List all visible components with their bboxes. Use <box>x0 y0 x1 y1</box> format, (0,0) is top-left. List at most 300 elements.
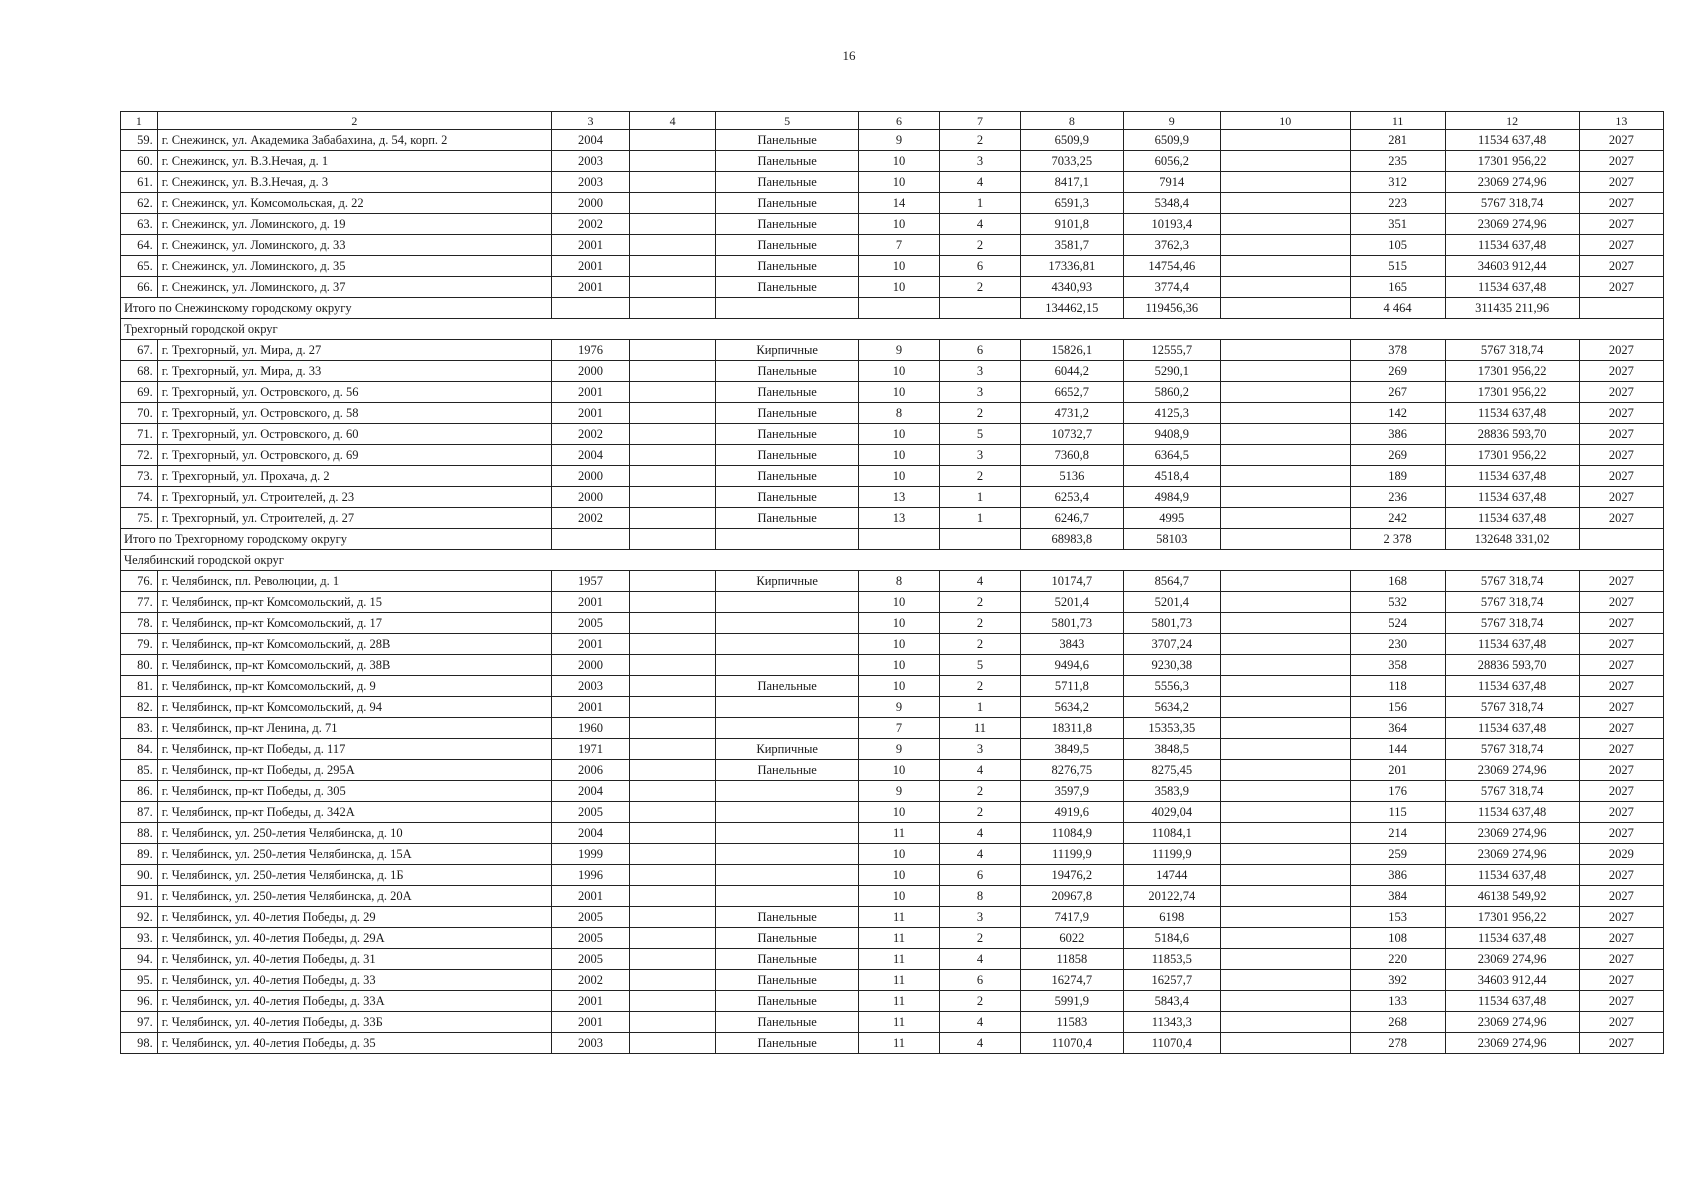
address-cell: г. Челябинск, пр-кт Комсомольский, д. 17 <box>157 613 551 634</box>
total-wall-material-cell <box>716 529 859 550</box>
floors-cell: 10 <box>858 592 939 613</box>
floors-cell: 9 <box>858 697 939 718</box>
table-row <box>121 907 1664 928</box>
living-area-cell: 5201,4 <box>1123 592 1220 613</box>
entrances-cell: 6 <box>940 865 1021 886</box>
wall-material-cell: Панельные <box>716 382 859 403</box>
year-planned-cell: 2027 <box>1579 907 1663 928</box>
cost-cell: 28836 593,70 <box>1445 424 1579 445</box>
table-row <box>121 172 1664 193</box>
row-number: 59. <box>121 130 158 151</box>
col4-cell <box>629 676 715 697</box>
table-row <box>121 865 1664 886</box>
year-cell: 2001 <box>552 634 630 655</box>
col10-cell <box>1220 235 1350 256</box>
wall-material-cell <box>716 802 859 823</box>
address-cell: г. Челябинск, ул. 40-летия Победы, д. 31 <box>157 949 551 970</box>
page-number: 16 <box>842 48 856 63</box>
col10-cell <box>1220 382 1350 403</box>
col10-cell <box>1220 907 1350 928</box>
residents-cell: 312 <box>1350 172 1445 193</box>
year-cell: 2005 <box>552 949 630 970</box>
living-area-cell: 5843,4 <box>1123 991 1220 1012</box>
wall-material-cell: Панельные <box>716 487 859 508</box>
year-planned-cell: 2029 <box>1579 844 1663 865</box>
col10-cell <box>1220 340 1350 361</box>
col10-cell <box>1220 865 1350 886</box>
wall-material-cell: Панельные <box>716 172 859 193</box>
floors-cell: 14 <box>858 193 939 214</box>
address-cell: г. Снежинск, ул. Ломинского, д. 33 <box>157 235 551 256</box>
table-row <box>121 718 1664 739</box>
floors-cell: 10 <box>858 382 939 403</box>
col4-cell <box>629 949 715 970</box>
wall-material-cell: Панельные <box>716 424 859 445</box>
address-cell: г. Трехгорный, ул. Мира, д. 33 <box>157 361 551 382</box>
residents-cell: 364 <box>1350 718 1445 739</box>
col10-cell <box>1220 823 1350 844</box>
residents-cell: 515 <box>1350 256 1445 277</box>
total-area-cell: 5634,2 <box>1021 697 1124 718</box>
entrances-cell: 4 <box>940 949 1021 970</box>
table-row <box>121 592 1664 613</box>
year-cell: 2000 <box>552 193 630 214</box>
wall-material-cell: Панельные <box>716 256 859 277</box>
total-area-cell: 7417,9 <box>1021 907 1124 928</box>
wall-material-cell <box>716 697 859 718</box>
floors-cell: 8 <box>858 403 939 424</box>
address-cell: г. Челябинск, ул. 40-летия Победы, д. 33 <box>157 970 551 991</box>
entrances-cell: 4 <box>940 214 1021 235</box>
year-planned-cell: 2027 <box>1579 1012 1663 1033</box>
row-number: 80. <box>121 655 158 676</box>
wall-material-cell: Панельные <box>716 361 859 382</box>
column-header: 13 <box>1579 112 1663 130</box>
residents-cell: 153 <box>1350 907 1445 928</box>
address-cell: г. Трехгорный, ул. Мира, д. 27 <box>157 340 551 361</box>
total-area-cell: 11199,9 <box>1021 844 1124 865</box>
living-area-cell: 3774,4 <box>1123 277 1220 298</box>
row-number: 91. <box>121 886 158 907</box>
col4-cell <box>629 970 715 991</box>
col4-cell <box>629 340 715 361</box>
total-total-area-cell: 68983,8 <box>1021 529 1124 550</box>
entrances-cell: 3 <box>940 445 1021 466</box>
column-header: 2 <box>157 112 551 130</box>
living-area-cell: 7914 <box>1123 172 1220 193</box>
total-area-cell: 7033,25 <box>1021 151 1124 172</box>
year-planned-cell: 2027 <box>1579 1033 1663 1054</box>
floors-cell: 10 <box>858 214 939 235</box>
year-planned-cell: 2027 <box>1579 361 1663 382</box>
wall-material-cell: Панельные <box>716 970 859 991</box>
year-planned-cell: 2027 <box>1579 865 1663 886</box>
residents-cell: 108 <box>1350 928 1445 949</box>
residents-cell: 165 <box>1350 277 1445 298</box>
address-cell: г. Челябинск, пр-кт Комсомольский, д. 38В <box>157 655 551 676</box>
col4-cell <box>629 655 715 676</box>
row-number: 92. <box>121 907 158 928</box>
year-cell: 2002 <box>552 424 630 445</box>
total-area-cell: 5711,8 <box>1021 676 1124 697</box>
address-cell: г. Челябинск, пр-кт Победы, д. 295А <box>157 760 551 781</box>
cost-cell: 23069 274,96 <box>1445 1012 1579 1033</box>
address-cell: г. Челябинск, пр-кт Комсомольский, д. 94 <box>157 697 551 718</box>
year-cell: 2004 <box>552 130 630 151</box>
residents-cell: 201 <box>1350 760 1445 781</box>
address-cell: г. Снежинск, ул. Ломинского, д. 19 <box>157 214 551 235</box>
entrances-cell: 2 <box>940 592 1021 613</box>
wall-material-cell: Панельные <box>716 403 859 424</box>
column-header: 5 <box>716 112 859 130</box>
col10-cell <box>1220 718 1350 739</box>
address-cell: г. Челябинск, пр-кт Победы, д. 305 <box>157 781 551 802</box>
living-area-cell: 15353,35 <box>1123 718 1220 739</box>
total-year-cell <box>552 298 630 319</box>
floors-cell: 10 <box>858 886 939 907</box>
address-cell: г. Трехгорный, ул. Островского, д. 69 <box>157 445 551 466</box>
col4-cell <box>629 613 715 634</box>
living-area-cell: 16257,7 <box>1123 970 1220 991</box>
address-cell: г. Челябинск, ул. 40-летия Победы, д. 35 <box>157 1033 551 1054</box>
residents-cell: 267 <box>1350 382 1445 403</box>
table-row <box>121 949 1664 970</box>
year-cell: 2001 <box>552 1012 630 1033</box>
row-number: 63. <box>121 214 158 235</box>
col4-cell <box>629 634 715 655</box>
address-cell: г. Челябинск, пр-кт Комсомольский, д. 9 <box>157 676 551 697</box>
col10-cell <box>1220 655 1350 676</box>
row-number: 84. <box>121 739 158 760</box>
row-number: 62. <box>121 193 158 214</box>
year-planned-cell: 2027 <box>1579 781 1663 802</box>
table-row <box>121 823 1664 844</box>
total-year-planned-cell <box>1579 298 1663 319</box>
wall-material-cell: Панельные <box>716 991 859 1012</box>
cost-cell: 5767 318,74 <box>1445 613 1579 634</box>
col10-cell <box>1220 508 1350 529</box>
total-area-cell: 9494,6 <box>1021 655 1124 676</box>
total-col4-cell <box>629 298 715 319</box>
wall-material-cell: Панельные <box>716 508 859 529</box>
col4-cell <box>629 151 715 172</box>
total-area-cell: 5801,73 <box>1021 613 1124 634</box>
floors-cell: 11 <box>858 949 939 970</box>
address-cell: г. Челябинск, ул. 40-летия Победы, д. 33Б <box>157 1012 551 1033</box>
living-area-cell: 9408,9 <box>1123 424 1220 445</box>
address-cell: г. Трехгорный, ул. Островского, д. 58 <box>157 403 551 424</box>
total-living-area-cell: 58103 <box>1123 529 1220 550</box>
cost-cell: 11534 637,48 <box>1445 277 1579 298</box>
col4-cell <box>629 991 715 1012</box>
col4-cell <box>629 361 715 382</box>
year-cell: 2001 <box>552 235 630 256</box>
section-row <box>121 319 1664 340</box>
floors-cell: 9 <box>858 340 939 361</box>
total-area-cell: 9101,8 <box>1021 214 1124 235</box>
year-planned-cell: 2027 <box>1579 949 1663 970</box>
entrances-cell: 3 <box>940 151 1021 172</box>
year-cell: 2001 <box>552 382 630 403</box>
row-number: 75. <box>121 508 158 529</box>
col10-cell <box>1220 1012 1350 1033</box>
living-area-cell: 3583,9 <box>1123 781 1220 802</box>
year-planned-cell: 2027 <box>1579 256 1663 277</box>
total-cost-cell: 132648 331,02 <box>1445 529 1579 550</box>
total-area-cell: 6591,3 <box>1021 193 1124 214</box>
col10-cell <box>1220 676 1350 697</box>
floors-cell: 11 <box>858 823 939 844</box>
col4-cell <box>629 886 715 907</box>
row-number: 61. <box>121 172 158 193</box>
address-cell: г. Снежинск, ул. Комсомольская, д. 22 <box>157 193 551 214</box>
floors-cell: 9 <box>858 130 939 151</box>
row-number: 81. <box>121 676 158 697</box>
table-row <box>121 403 1664 424</box>
year-cell: 2001 <box>552 991 630 1012</box>
row-number: 87. <box>121 802 158 823</box>
living-area-cell: 10193,4 <box>1123 214 1220 235</box>
residents-cell: 144 <box>1350 739 1445 760</box>
floors-cell: 7 <box>858 718 939 739</box>
living-area-cell: 4995 <box>1123 508 1220 529</box>
wall-material-cell: Панельные <box>716 466 859 487</box>
col4-cell <box>629 739 715 760</box>
table-body <box>121 112 1664 1054</box>
wall-material-cell <box>716 865 859 886</box>
entrances-cell: 2 <box>940 277 1021 298</box>
table-row <box>121 361 1664 382</box>
table-row <box>121 130 1664 151</box>
col10-cell <box>1220 592 1350 613</box>
entrances-cell: 2 <box>940 991 1021 1012</box>
year-planned-cell: 2027 <box>1579 991 1663 1012</box>
wall-material-cell <box>716 823 859 844</box>
wall-material-cell: Панельные <box>716 214 859 235</box>
living-area-cell: 5348,4 <box>1123 193 1220 214</box>
entrances-cell: 2 <box>940 466 1021 487</box>
total-row <box>121 529 1664 550</box>
wall-material-cell <box>716 592 859 613</box>
entrances-cell: 8 <box>940 886 1021 907</box>
entrances-cell: 2 <box>940 403 1021 424</box>
row-number: 79. <box>121 634 158 655</box>
total-area-cell: 6652,7 <box>1021 382 1124 403</box>
col4-cell <box>629 1033 715 1054</box>
cost-cell: 11534 637,48 <box>1445 487 1579 508</box>
living-area-cell: 4029,04 <box>1123 802 1220 823</box>
living-area-cell: 4125,3 <box>1123 403 1220 424</box>
floors-cell: 10 <box>858 151 939 172</box>
address-cell: г. Снежинск, ул. В.З.Нечая, д. 3 <box>157 172 551 193</box>
table-row <box>121 781 1664 802</box>
row-number: 66. <box>121 277 158 298</box>
column-header: 10 <box>1220 112 1350 130</box>
address-cell: г. Трехгорный, ул. Прохача, д. 2 <box>157 466 551 487</box>
cost-cell: 23069 274,96 <box>1445 823 1579 844</box>
year-cell: 2005 <box>552 907 630 928</box>
year-planned-cell: 2027 <box>1579 655 1663 676</box>
living-area-cell: 6056,2 <box>1123 151 1220 172</box>
year-planned-cell: 2027 <box>1579 403 1663 424</box>
row-number: 71. <box>121 424 158 445</box>
year-cell: 2004 <box>552 781 630 802</box>
total-area-cell: 20967,8 <box>1021 886 1124 907</box>
floors-cell: 10 <box>858 655 939 676</box>
col10-cell <box>1220 613 1350 634</box>
living-area-cell: 14754,46 <box>1123 256 1220 277</box>
row-number: 68. <box>121 361 158 382</box>
year-cell: 2000 <box>552 655 630 676</box>
residents-cell: 189 <box>1350 466 1445 487</box>
table-row <box>121 214 1664 235</box>
residents-cell: 105 <box>1350 235 1445 256</box>
col10-cell <box>1220 1033 1350 1054</box>
living-area-cell: 11199,9 <box>1123 844 1220 865</box>
wall-material-cell <box>716 886 859 907</box>
table-row <box>121 235 1664 256</box>
row-number: 98. <box>121 1033 158 1054</box>
year-cell: 1976 <box>552 340 630 361</box>
residents-cell: 386 <box>1350 865 1445 886</box>
residents-cell: 269 <box>1350 361 1445 382</box>
year-cell: 2006 <box>552 760 630 781</box>
row-number: 70. <box>121 403 158 424</box>
floors-cell: 10 <box>858 634 939 655</box>
total-area-cell: 4340,93 <box>1021 277 1124 298</box>
col10-cell <box>1220 886 1350 907</box>
column-header: 1 <box>121 112 158 130</box>
residents-cell: 532 <box>1350 592 1445 613</box>
living-area-cell: 8275,45 <box>1123 760 1220 781</box>
year-planned-cell: 2027 <box>1579 613 1663 634</box>
row-number: 94. <box>121 949 158 970</box>
total-col10-cell <box>1220 529 1350 550</box>
total-area-cell: 3597,9 <box>1021 781 1124 802</box>
entrances-cell: 5 <box>940 424 1021 445</box>
living-area-cell: 3762,3 <box>1123 235 1220 256</box>
wall-material-cell: Кирпичные <box>716 340 859 361</box>
year-cell: 2005 <box>552 928 630 949</box>
cost-cell: 28836 593,70 <box>1445 655 1579 676</box>
column-header-row <box>121 112 1664 130</box>
table-row <box>121 382 1664 403</box>
col4-cell <box>629 256 715 277</box>
cost-cell: 23069 274,96 <box>1445 760 1579 781</box>
wall-material-cell <box>716 655 859 676</box>
row-number: 65. <box>121 256 158 277</box>
living-area-cell: 4984,9 <box>1123 487 1220 508</box>
year-cell: 1957 <box>552 571 630 592</box>
year-planned-cell: 2027 <box>1579 172 1663 193</box>
entrances-cell: 6 <box>940 970 1021 991</box>
year-planned-cell: 2027 <box>1579 823 1663 844</box>
year-planned-cell: 2027 <box>1579 739 1663 760</box>
cost-cell: 11534 637,48 <box>1445 634 1579 655</box>
year-cell: 1999 <box>552 844 630 865</box>
living-area-cell: 5290,1 <box>1123 361 1220 382</box>
entrances-cell: 4 <box>940 1012 1021 1033</box>
col10-cell <box>1220 130 1350 151</box>
year-cell: 1971 <box>552 739 630 760</box>
entrances-cell: 5 <box>940 655 1021 676</box>
col4-cell <box>629 571 715 592</box>
year-planned-cell: 2027 <box>1579 214 1663 235</box>
year-planned-cell: 2027 <box>1579 697 1663 718</box>
year-planned-cell: 2027 <box>1579 928 1663 949</box>
residents-cell: 235 <box>1350 151 1445 172</box>
residents-cell: 386 <box>1350 424 1445 445</box>
cost-cell: 11534 637,48 <box>1445 676 1579 697</box>
col10-cell <box>1220 487 1350 508</box>
column-header: 12 <box>1445 112 1579 130</box>
total-residents-cell: 4 464 <box>1350 298 1445 319</box>
total-area-cell: 6253,4 <box>1021 487 1124 508</box>
entrances-cell: 1 <box>940 193 1021 214</box>
residents-cell: 358 <box>1350 655 1445 676</box>
column-header: 4 <box>629 112 715 130</box>
column-header: 8 <box>1021 112 1124 130</box>
col4-cell <box>629 466 715 487</box>
wall-material-cell: Панельные <box>716 130 859 151</box>
total-area-cell: 10174,7 <box>1021 571 1124 592</box>
residents-cell: 230 <box>1350 634 1445 655</box>
row-number: 74. <box>121 487 158 508</box>
row-number: 83. <box>121 718 158 739</box>
col10-cell <box>1220 151 1350 172</box>
col10-cell <box>1220 991 1350 1012</box>
year-planned-cell: 2027 <box>1579 886 1663 907</box>
residents-cell: 236 <box>1350 487 1445 508</box>
entrances-cell: 6 <box>940 340 1021 361</box>
entrances-cell: 4 <box>940 844 1021 865</box>
total-cost-cell: 311435 211,96 <box>1445 298 1579 319</box>
col4-cell <box>629 1012 715 1033</box>
total-area-cell: 11583 <box>1021 1012 1124 1033</box>
total-area-cell: 18311,8 <box>1021 718 1124 739</box>
col10-cell <box>1220 193 1350 214</box>
col10-cell <box>1220 361 1350 382</box>
floors-cell: 7 <box>858 235 939 256</box>
table-row <box>121 970 1664 991</box>
cost-cell: 23069 274,96 <box>1445 949 1579 970</box>
total-area-cell: 5991,9 <box>1021 991 1124 1012</box>
year-cell: 2005 <box>552 613 630 634</box>
total-area-cell: 3843 <box>1021 634 1124 655</box>
wall-material-cell: Панельные <box>716 928 859 949</box>
year-cell: 2001 <box>552 403 630 424</box>
floors-cell: 10 <box>858 256 939 277</box>
table-row <box>121 256 1664 277</box>
address-cell: г. Трехгорный, ул. Строителей, д. 23 <box>157 487 551 508</box>
wall-material-cell: Панельные <box>716 676 859 697</box>
col10-cell <box>1220 571 1350 592</box>
table-row <box>121 277 1664 298</box>
row-number: 86. <box>121 781 158 802</box>
col10-cell <box>1220 739 1350 760</box>
year-cell: 2001 <box>552 277 630 298</box>
address-cell: г. Челябинск, пр-кт Победы, д. 342А <box>157 802 551 823</box>
row-number: 69. <box>121 382 158 403</box>
row-number: 73. <box>121 466 158 487</box>
col10-cell <box>1220 445 1350 466</box>
col10-cell <box>1220 844 1350 865</box>
total-living-area-cell: 119456,36 <box>1123 298 1220 319</box>
entrances-cell: 11 <box>940 718 1021 739</box>
cost-cell: 17301 956,22 <box>1445 151 1579 172</box>
floors-cell: 13 <box>858 487 939 508</box>
year-planned-cell: 2027 <box>1579 592 1663 613</box>
